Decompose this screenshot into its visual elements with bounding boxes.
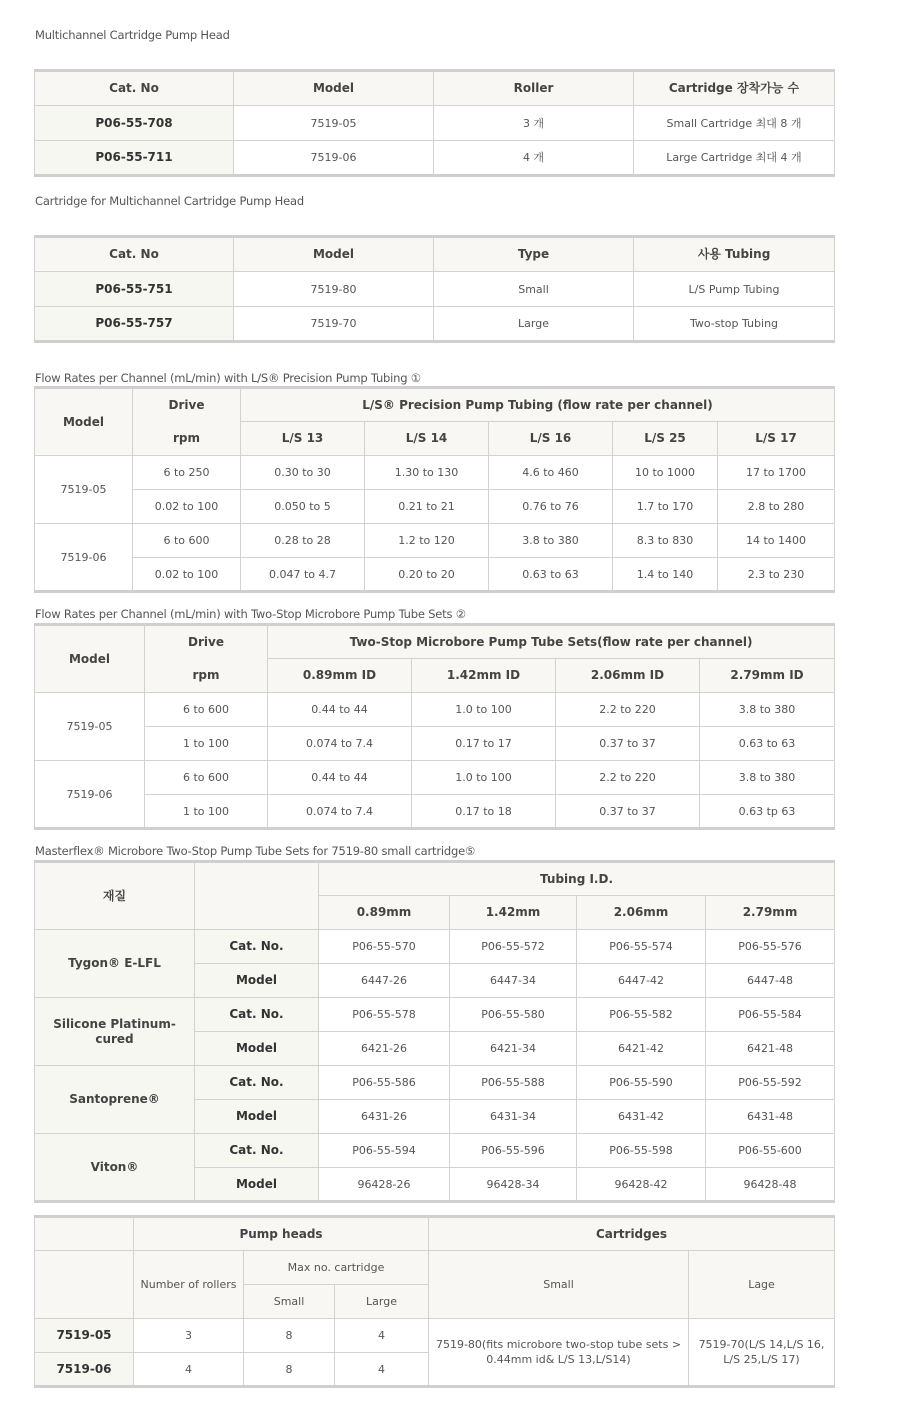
flow-cell: 2.8 to 280 (718, 490, 835, 524)
small-subheader: Small (244, 1285, 335, 1319)
flow-cell: 0.37 to 37 (556, 795, 700, 829)
model-cell: 7519-06 (35, 761, 145, 829)
model-cell: 7519-05 (35, 693, 145, 761)
rpm-cell: 0.02 to 100 (133, 558, 241, 592)
model-cell: 7519-06 (35, 524, 133, 592)
column-header: Type (434, 237, 634, 272)
material-header: 재질 (35, 862, 195, 930)
rpm-header: rpm (133, 422, 241, 456)
column-header: Model (234, 237, 434, 272)
table-row (35, 272, 835, 307)
twostop-flow-rate-table (34, 623, 835, 830)
size-header: 0.89mm (319, 896, 450, 930)
masterflex-section-title: Masterflex® Microbore Two-Stop Pump Tube Sets for 7519-80 small cartridge⑤ (35, 844, 476, 858)
column-header: Roller (434, 71, 634, 106)
size-header: 2.79mm (706, 896, 835, 930)
cat-no-cell: P06-55-594 (319, 1134, 450, 1168)
cartridge-table (34, 235, 835, 343)
flow-cell: 4.6 to 460 (489, 456, 613, 490)
flow-cell: 0.30 to 30 (241, 456, 365, 490)
flow-cell: 0.28 to 28 (241, 524, 365, 558)
model-label: Model (195, 1100, 319, 1134)
rpm-cell: 6 to 600 (133, 524, 241, 558)
roller-cell: 4 개 (434, 141, 634, 176)
table-row (35, 693, 835, 727)
large-max-cell: 4 (335, 1353, 429, 1387)
cat-no-cell: P06-55-576 (706, 930, 835, 964)
model-label: Model (195, 1032, 319, 1066)
model-cell: 7519-70 (234, 307, 434, 342)
flow-cell: 1.0 to 100 (412, 693, 556, 727)
rpm-header: rpm (145, 659, 268, 693)
cat-no-cell: P06-55-588 (450, 1066, 577, 1100)
tubing-header: 0.89mm ID (268, 659, 412, 693)
flow-cell: 2.2 to 220 (556, 761, 700, 795)
flow-cell: 0.17 to 17 (412, 727, 556, 761)
flow-cell: 10 to 1000 (613, 456, 718, 490)
flow-cell: 0.050 to 5 (241, 490, 365, 524)
column-header: Cat. No (35, 237, 234, 272)
table-row (35, 490, 835, 524)
model-cell: 6421-26 (319, 1032, 450, 1066)
rollers-cell: 3 (134, 1319, 244, 1353)
table-row (35, 761, 835, 795)
cat-no-cell: P06-55-590 (577, 1066, 706, 1100)
model-cell: 7519-06 (35, 1353, 134, 1387)
table-row (35, 524, 835, 558)
flow-cell: 3.8 to 380 (489, 524, 613, 558)
table-row (35, 1066, 835, 1100)
table-row (35, 558, 835, 592)
cartridge-capacity-cell: Small Cartridge 최대 8 개 (634, 106, 835, 141)
large-max-cell: 4 (335, 1319, 429, 1353)
rpm-cell: 6 to 600 (145, 693, 268, 727)
material-cell: Tygon® E-LFL (35, 930, 195, 998)
flow-cell: 0.37 to 37 (556, 727, 700, 761)
rpm-cell: 0.02 to 100 (133, 490, 241, 524)
model-label: Model (195, 1168, 319, 1202)
flow-cell: 0.76 to 76 (489, 490, 613, 524)
model-cell: 7519-80 (234, 272, 434, 307)
flow-cell: 0.21 to 21 (365, 490, 489, 524)
large-cartridge-header: Lage (689, 1251, 835, 1319)
table-row (35, 930, 835, 964)
column-header: Model (234, 71, 434, 106)
flow-cell: 0.44 to 44 (268, 761, 412, 795)
material-cell: Santoprene® (35, 1066, 195, 1134)
rpm-cell: 1 to 100 (145, 795, 268, 829)
flow-cell: 14 to 1400 (718, 524, 835, 558)
material-cell: Viton® (35, 1134, 195, 1202)
large-cartridge-cell: 7519-70(L/S 14,L/S 16, L/S 25,L/S 17) (689, 1319, 835, 1387)
cat-no-cell: P06-55-570 (319, 930, 450, 964)
tubing-header: L/S 14 (365, 422, 489, 456)
table-row (35, 141, 835, 176)
flow-cell: 17 to 1700 (718, 456, 835, 490)
model-cell: 6431-42 (577, 1100, 706, 1134)
model-cell: 7519-05 (35, 1319, 134, 1353)
flow-cell: 1.7 to 170 (613, 490, 718, 524)
cat-no-cell: P06-55-598 (577, 1134, 706, 1168)
cat-no-cell: P06-55-708 (35, 106, 234, 141)
small-max-cell: 8 (244, 1353, 335, 1387)
model-cell: 6421-48 (706, 1032, 835, 1066)
tubing-id-header: Tubing I.D. (319, 862, 835, 896)
rpm-cell: 1 to 100 (145, 727, 268, 761)
size-header: 2.06mm (577, 896, 706, 930)
flow-cell: 1.2 to 120 (365, 524, 489, 558)
small-max-cell: 8 (244, 1319, 335, 1353)
type-cell: Small (434, 272, 634, 307)
model-label: Model (195, 964, 319, 998)
blank-header-cell (35, 1217, 134, 1251)
flow-cell: 0.20 to 20 (365, 558, 489, 592)
flow-cell: 0.17 to 18 (412, 795, 556, 829)
cat-no-cell: P06-55-586 (319, 1066, 450, 1100)
model-header: Model (35, 388, 133, 456)
roller-cell: 3 개 (434, 106, 634, 141)
model-cell: 96428-48 (706, 1168, 835, 1202)
model-cell: 96428-26 (319, 1168, 450, 1202)
model-cell: 7519-05 (234, 106, 434, 141)
cat-no-cell: P06-55-751 (35, 272, 234, 307)
model-cell: 6447-42 (577, 964, 706, 998)
max-cartridge-header: Max no. cartridge (244, 1251, 429, 1285)
twostop-flow-section-title: Flow Rates per Channel (mL/min) with Two-Stop Microbore Pump Tube Sets ② (35, 607, 466, 621)
rpm-cell: 6 to 600 (145, 761, 268, 795)
cat-no-cell: P06-55-600 (706, 1134, 835, 1168)
column-header: 사용 Tubing (634, 237, 835, 272)
rpm-cell: 6 to 250 (133, 456, 241, 490)
flow-cell: 2.2 to 220 (556, 693, 700, 727)
tubing-group-header: L/S® Precision Pump Tubing (flow rate per channel) (241, 388, 835, 422)
tubing-cell: L/S Pump Tubing (634, 272, 835, 307)
tubing-header: L/S 17 (718, 422, 835, 456)
table-row (35, 106, 835, 141)
cat-no-cell: P06-55-757 (35, 307, 234, 342)
flow-cell: 1.30 to 130 (365, 456, 489, 490)
tubing-header: 2.06mm ID (556, 659, 700, 693)
cartridges-header: Cartridges (429, 1217, 835, 1251)
cat-no-cell: P06-55-574 (577, 930, 706, 964)
type-cell: Large (434, 307, 634, 342)
tubing-header: L/S 25 (613, 422, 718, 456)
column-header: Cat. No (35, 71, 234, 106)
material-cell: Silicone Platinum-cured (35, 998, 195, 1066)
model-cell: 96428-42 (577, 1168, 706, 1202)
cartridge-section-title: Cartridge for Multichannel Cartridge Pump Head (35, 194, 304, 208)
tubing-cell: Two-stop Tubing (634, 307, 835, 342)
model-cell: 6421-34 (450, 1032, 577, 1066)
table-row (35, 998, 835, 1032)
flow-cell: 0.44 to 44 (268, 693, 412, 727)
table-row (35, 1134, 835, 1168)
flow-cell: 8.3 to 830 (613, 524, 718, 558)
drive-header: Drive (133, 388, 241, 422)
flow-cell: 0.63 to 63 (489, 558, 613, 592)
cat-no-label: Cat. No. (195, 1066, 319, 1100)
cat-no-cell: P06-55-596 (450, 1134, 577, 1168)
tubing-header: 2.79mm ID (700, 659, 835, 693)
model-cell: 6447-26 (319, 964, 450, 998)
rollers-header: Number of rollers (134, 1251, 244, 1319)
table-row (35, 307, 835, 342)
size-header: 1.42mm (450, 896, 577, 930)
small-cartridge-header: Small (429, 1251, 689, 1319)
cat-no-cell: P06-55-578 (319, 998, 450, 1032)
table-row (35, 727, 835, 761)
model-cell: 6447-48 (706, 964, 835, 998)
model-cell: 7519-06 (234, 141, 434, 176)
model-cell: 6421-42 (577, 1032, 706, 1066)
rollers-cell: 4 (134, 1353, 244, 1387)
cat-no-label: Cat. No. (195, 930, 319, 964)
model-header: Model (35, 625, 145, 693)
blank-header-cell (195, 862, 319, 930)
model-cell: 6447-34 (450, 964, 577, 998)
blank-header-cell (35, 1251, 134, 1319)
drive-header: Drive (145, 625, 268, 659)
model-cell: 6431-34 (450, 1100, 577, 1134)
tubing-header: L/S 16 (489, 422, 613, 456)
cat-no-cell: P06-55-711 (35, 141, 234, 176)
flow-cell: 3.8 to 380 (700, 693, 835, 727)
cat-no-label: Cat. No. (195, 1134, 319, 1168)
small-cartridge-cell: 7519-80(fits microbore two-stop tube sets > 0.44mm id& L/S 13,L/S14) (429, 1319, 689, 1387)
tubing-header: 1.42mm ID (412, 659, 556, 693)
cat-no-cell: P06-55-584 (706, 998, 835, 1032)
model-cell: 7519-05 (35, 456, 133, 524)
table-row (35, 456, 835, 490)
flow-cell: 0.074 to 7.4 (268, 727, 412, 761)
tubing-header: L/S 13 (241, 422, 365, 456)
summary-table (34, 1215, 835, 1388)
pump-heads-header: Pump heads (134, 1217, 429, 1251)
cat-no-cell: P06-55-592 (706, 1066, 835, 1100)
model-cell: 96428-34 (450, 1168, 577, 1202)
flow-cell: 1.0 to 100 (412, 761, 556, 795)
table-row (35, 1319, 835, 1353)
model-cell: 6431-26 (319, 1100, 450, 1134)
flow-cell: 0.074 to 7.4 (268, 795, 412, 829)
model-cell: 6431-48 (706, 1100, 835, 1134)
column-header: Cartridge 장착가능 수 (634, 71, 835, 106)
flow-cell: 3.8 to 380 (700, 761, 835, 795)
masterflex-tube-sets-table (34, 860, 835, 1203)
cat-no-cell: P06-55-572 (450, 930, 577, 964)
pump-head-section-title: Multichannel Cartridge Pump Head (35, 28, 230, 42)
cat-no-cell: P06-55-582 (577, 998, 706, 1032)
flow-cell: 0.63 to 63 (700, 727, 835, 761)
ls-flow-section-title: Flow Rates per Channel (mL/min) with L/S® Precision Pump Tubing ① (35, 371, 421, 385)
flow-cell: 1.4 to 140 (613, 558, 718, 592)
flow-cell: 0.047 to 4.7 (241, 558, 365, 592)
table-row (35, 795, 835, 829)
flow-cell: 0.63 tp 63 (700, 795, 835, 829)
ls-flow-rate-table (34, 386, 835, 593)
flow-cell: 2.3 to 230 (718, 558, 835, 592)
cat-no-label: Cat. No. (195, 998, 319, 1032)
tubing-group-header: Two-Stop Microbore Pump Tube Sets(flow rate per channel) (268, 625, 835, 659)
cat-no-cell: P06-55-580 (450, 998, 577, 1032)
large-subheader: Large (335, 1285, 429, 1319)
pump-head-table (34, 69, 835, 177)
cartridge-capacity-cell: Large Cartridge 최대 4 개 (634, 141, 835, 176)
